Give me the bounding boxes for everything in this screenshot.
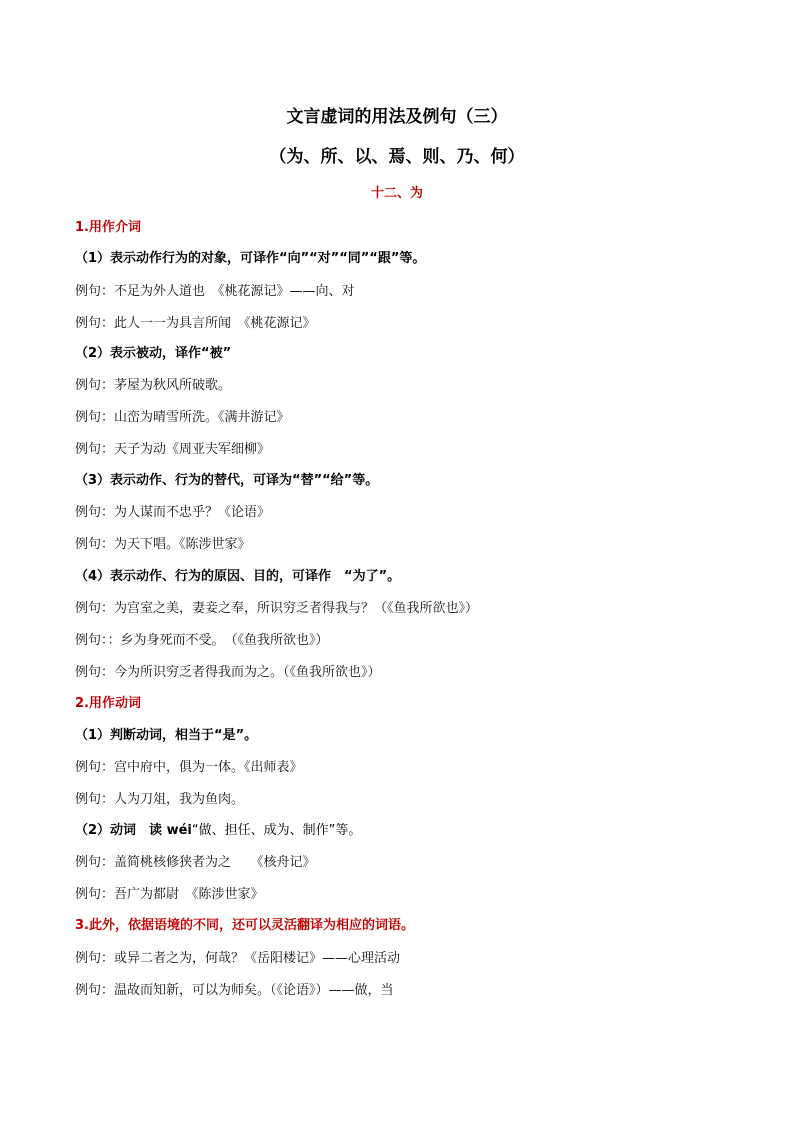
page-title: 文言虚词的用法及例句（三） [286, 107, 508, 127]
example-line: 例句：为天下唱。《陈涉世家》 [75, 537, 251, 552]
sub-heading-rest: “做、担任、成为、制作”等。 [191, 823, 362, 838]
example-line: 例句：今为所识穷乏者得我而为之。（《鱼我所欲也》） [75, 665, 381, 680]
sub-heading: （1）表示动作行为的对象，可译作“向”“对”“同”“跟”等。 [75, 251, 426, 266]
example-line: 例句：不足为外人道也 《桃花源记》——向、对 [75, 284, 355, 299]
sub-heading: （2）表示被动，译作“被” [75, 346, 232, 361]
example-line: 例句：温故而知新，可以为师矣。（《论语》）——做，当 [75, 983, 394, 998]
sub-heading: （4）表示动作、行为的原因、目的，可译作 “为了”。 [75, 569, 401, 584]
page-subtitle: （为、所、以、焉、则、乃、何） [269, 147, 525, 167]
heading-preposition: 1.用作介词 [75, 220, 141, 235]
example-line: 例句：：乡为身死而不受。 （《鱼我所欲也》） [75, 633, 329, 648]
heading-other: 3.此外，依据语境的不同，还可以灵活翻译为相应的词语。 [75, 918, 414, 933]
sub-heading [75, 822, 361, 840]
example-line: 例句：为人谋而不忠乎？《论语》 [75, 505, 271, 520]
example-line: 例句：盖简桃核修狭者为之 《核舟记》 [75, 855, 316, 870]
section-title: 十二、为 [370, 186, 423, 201]
example-line: 例句：天子为动《周亚夫军细柳》 [75, 442, 271, 457]
example-line: 例句：茅屋为秋风所破歌。 [75, 378, 232, 393]
sub-heading: （3）表示动作、行为的替代，可译为“替”“给”等。 [75, 473, 379, 488]
example-line: 例句：山峦为晴雪所洗。《满井游记》 [75, 410, 290, 425]
heading-verb: 2.用作动词 [75, 696, 141, 711]
example-line: 例句：此人一一为具言所闻 《桃花源记》 [75, 316, 316, 331]
example-line: 例句：宫中府中，俱为一体。《出师表》 [75, 760, 303, 775]
example-line: 例句：为宫室之美，妻妾之奉，所识穷乏者得我与？（《鱼我所欲也》） [75, 601, 479, 616]
sub-heading: （1）判断动词，相当于“是”。 [75, 728, 258, 743]
example-line: 例句：或异二者之为，何哉？《岳阳楼记》——心理活动 [75, 951, 401, 966]
example-line: 例句：吾广为都尉 《陈涉世家》 [75, 887, 264, 902]
sub-heading-bold: （2）动词 读 wéi [75, 823, 192, 838]
example-line: 例句：人为刀俎，我为鱼肉。 [75, 792, 245, 807]
